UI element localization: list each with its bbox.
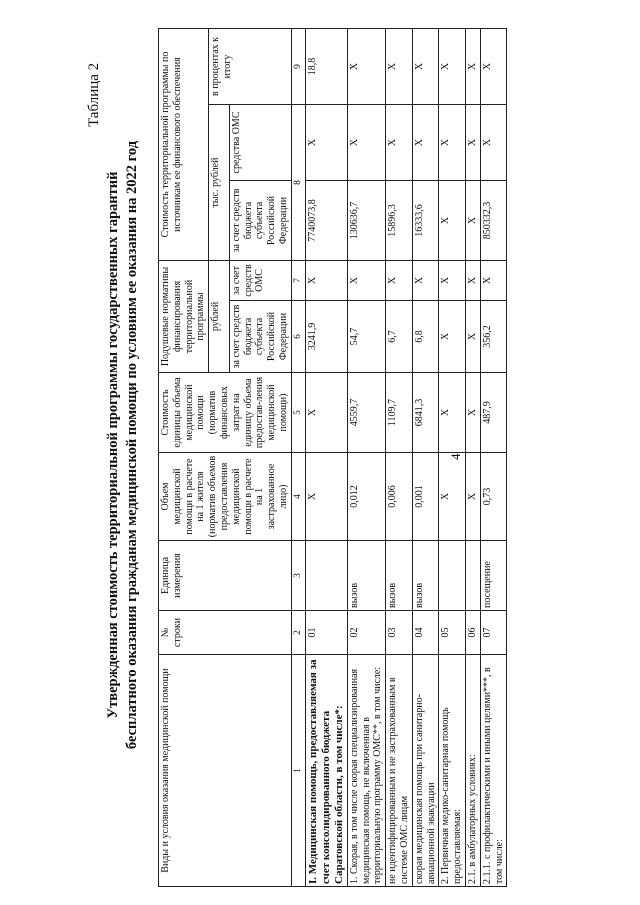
- cell-budget: 16333,6: [412, 180, 439, 260]
- cell-oms: X: [439, 104, 466, 180]
- cell-cost: 1109,7: [386, 373, 413, 453]
- table-row: [386, 28, 413, 886]
- cell-cost: X: [466, 373, 481, 453]
- cell-oms: X: [480, 104, 507, 180]
- cell-volume: 0,73: [480, 453, 507, 541]
- cell-volume: 0,001: [412, 453, 439, 541]
- cost-table: [158, 28, 507, 887]
- table-row: [305, 28, 347, 886]
- header-kind: Виды и условия оказания медицинской помощи: [159, 655, 292, 887]
- cell-budget: X: [439, 180, 466, 260]
- cell-name: 2.1. в амбулаторных условиях:: [466, 655, 481, 887]
- cell-pc-budget: 3241,9: [305, 301, 347, 373]
- header-rubles: рублей: [209, 260, 230, 372]
- cell-pc-oms: X: [412, 260, 439, 300]
- col-number: 2: [291, 611, 305, 655]
- cell-pc-oms: X: [347, 260, 385, 300]
- cell-cost: 4559,7: [347, 373, 385, 453]
- cell-pc-oms: X: [480, 260, 507, 300]
- cell-pc-oms: X: [386, 260, 413, 300]
- cell-volume: 0,006: [386, 453, 413, 541]
- cell-name: скорая медицинская помощь при санитарно-авиационной эвакуации: [412, 655, 439, 887]
- cell-name: I. Медицинская помощь, предоставляемая за счет консолидированного бюджета Саратовской области, в том числе*:: [305, 655, 347, 887]
- cell-cost: 6841,3: [412, 373, 439, 453]
- header-row-no: № строки: [159, 611, 292, 655]
- cell-name: 2. Первичная медико-санитарная помощь предоставляемая:: [439, 655, 466, 887]
- cell-percent: X: [480, 28, 507, 104]
- table-row: [439, 28, 466, 886]
- header-pc-oms: за счет средств ОМС: [229, 260, 291, 300]
- cell-no: 01: [305, 611, 347, 655]
- cell-percent: X: [386, 28, 413, 104]
- cell-cost: X: [305, 373, 347, 453]
- col-number: 8: [291, 104, 305, 260]
- table-row: [412, 28, 439, 886]
- cell-pc-budget: 356,2: [480, 301, 507, 373]
- col-number: 6: [291, 301, 305, 373]
- cell-oms: X: [305, 104, 347, 180]
- table-label: Таблица 2: [86, 62, 102, 127]
- col-number: 9: [291, 28, 305, 104]
- header-per-capita: Подушевые нормативы финансирования территориальной программы: [159, 260, 209, 372]
- cell-oms: X: [466, 104, 481, 180]
- cell-unit: вызов: [347, 541, 385, 611]
- cell-pc-budget: 6,7: [386, 301, 413, 373]
- cell-oms: X: [412, 104, 439, 180]
- cell-name: не идентифицированным и не застрахованным в системе ОМС лицам: [386, 655, 413, 887]
- title-line-2: бесплатного оказания гражданам медицинской помощи по условиям ее оказания на 2022 год: [124, 140, 140, 750]
- col-number: 7: [291, 260, 305, 300]
- cell-pc-budget: X: [466, 301, 481, 373]
- col-number: 4: [291, 453, 305, 541]
- cell-pc-budget: 6,8: [412, 301, 439, 373]
- header-cost: Стоимость единицы объема медицинской помощи (норматив финансовых затрат на единицу объема предостав-ления медицинской помощи): [159, 373, 292, 453]
- col-number: 1: [291, 655, 305, 887]
- header-thousand-rub: тыс. рублей: [209, 104, 230, 260]
- cell-pc-oms: X: [305, 260, 347, 300]
- cell-unit: вызов: [386, 541, 413, 611]
- cell-oms: X: [386, 104, 413, 180]
- cell-unit: [439, 541, 466, 611]
- cell-cost: 487,9: [480, 373, 507, 453]
- header-volume: Объем медицинской помощи в расчете на 1 жителя (норматив объемов предоставления медицинской помощи в расчете на 1 застрахованное лицо): [159, 453, 292, 541]
- cell-no: 04: [412, 611, 439, 655]
- cell-name: 1. Скорая, в том числе скорая специализированная медицинская помощь, не включенная в территориальную программу ОМС**, в том числе:: [347, 655, 385, 887]
- cell-name: 2.1.1. с профилактическими и иными целями***, в том числе:: [480, 655, 507, 887]
- cell-budget: 850332,3: [480, 180, 507, 260]
- cell-no: 05: [439, 611, 466, 655]
- cell-oms: X: [347, 104, 385, 180]
- cell-unit: вызов: [412, 541, 439, 611]
- cell-no: 03: [386, 611, 413, 655]
- cell-volume: X: [439, 453, 466, 541]
- cell-budget: 7740073,8: [305, 180, 347, 260]
- cell-pc-oms: X: [466, 260, 481, 300]
- cell-volume: 0,012: [347, 453, 385, 541]
- header-unit: Единица измерения: [159, 541, 292, 611]
- cell-unit: [305, 541, 347, 611]
- cell-no: 07: [480, 611, 507, 655]
- header-oms-funds: средства ОМС: [229, 104, 291, 180]
- cell-no: 06: [466, 611, 481, 655]
- cell-cost: X: [439, 373, 466, 453]
- col-number: 3: [291, 541, 305, 611]
- cell-percent: X: [439, 28, 466, 104]
- cell-budget: 130636,7: [347, 180, 385, 260]
- cell-pc-budget: X: [439, 301, 466, 373]
- cell-percent: X: [466, 28, 481, 104]
- cell-pc-budget: 54,7: [347, 301, 385, 373]
- table-row: [480, 28, 507, 886]
- col-number: 5: [291, 373, 305, 453]
- cell-volume: X: [305, 453, 347, 541]
- cell-no: 02: [347, 611, 385, 655]
- header-percent: в процентах к итогу: [209, 28, 292, 104]
- header-budget-funds: за счет средств бюджета субъекта Российской Федерации: [229, 180, 291, 260]
- page-number: 4: [448, 453, 463, 460]
- cell-percent: X: [347, 28, 385, 104]
- header-pc-budget: за счет средств бюджета субъекта Российской Федерации: [229, 301, 291, 373]
- title-line-1: Утвержденная стоимость территориальной программы государственных гарантий: [105, 171, 121, 719]
- cell-unit: посещение: [480, 541, 507, 611]
- cell-pc-oms: X: [439, 260, 466, 300]
- table-row: [347, 28, 385, 886]
- cell-volume: X: [466, 453, 481, 541]
- cell-percent: X: [412, 28, 439, 104]
- cell-budget: X: [466, 180, 481, 260]
- cell-unit: [466, 541, 481, 611]
- cell-budget: 15896,3: [386, 180, 413, 260]
- header-program-cost: Стоимость территориальной программы по источникам ее финансового обеспечения: [159, 28, 209, 260]
- cell-percent: 18,8: [305, 28, 347, 104]
- table-row: [466, 28, 481, 886]
